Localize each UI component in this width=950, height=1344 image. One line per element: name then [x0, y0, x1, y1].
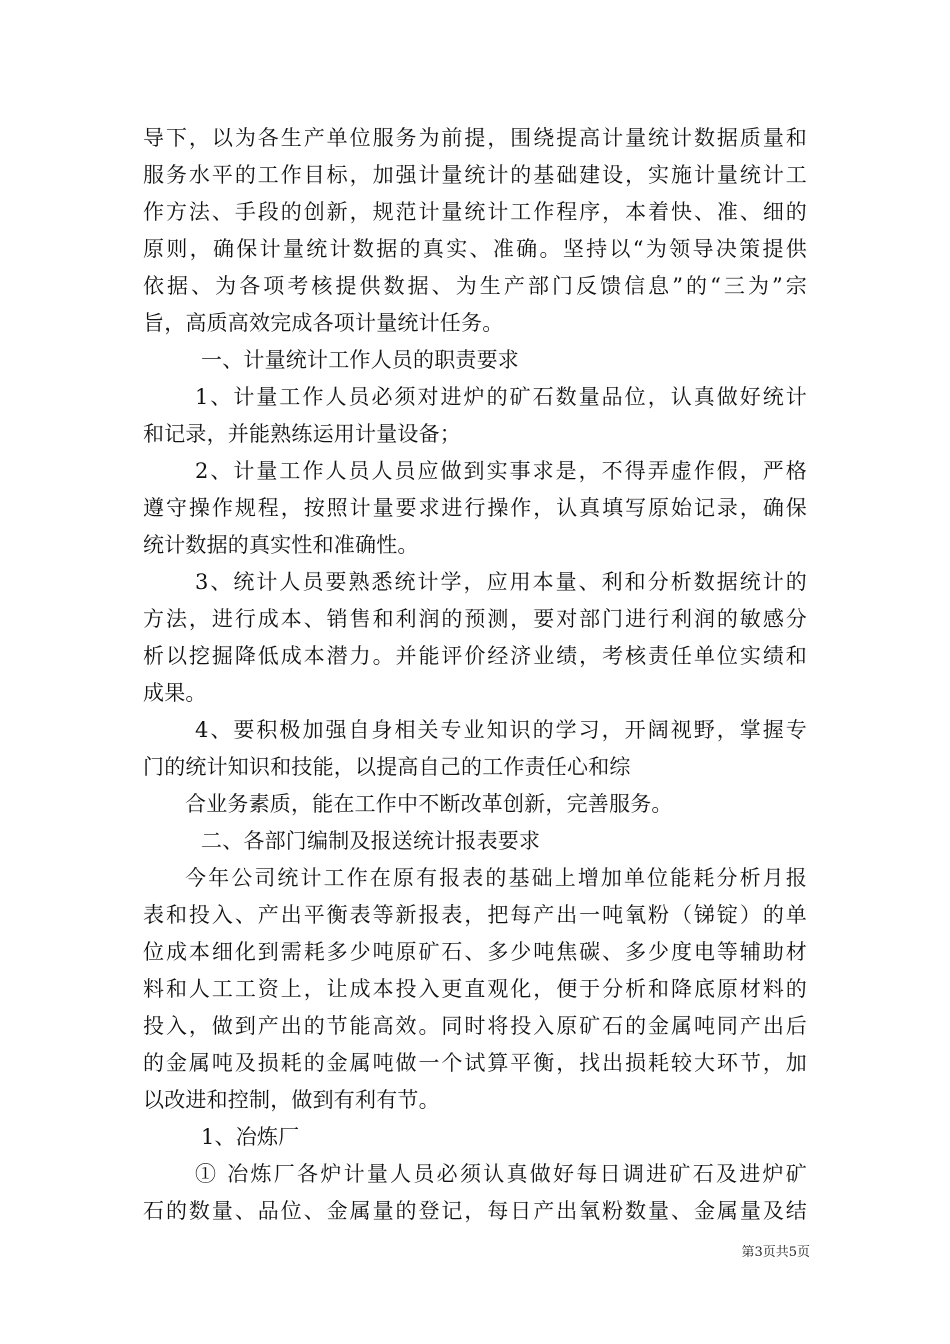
subsection-heading: 1、冶炼厂: [201, 1125, 300, 1149]
text-line: 门的统计知识和技能，以提高自己的工作责任心和综: [143, 755, 631, 779]
document-body: [143, 120, 807, 1230]
text-line: 3、统计人员要熟悉统计学，应用本量、利和分析数据统计的: [195, 570, 807, 594]
text-line: 方法，进行成本、销售和利润的预测，要对部门进行利润的敏感分: [143, 607, 807, 631]
text-line: 服务水平的工作目标，加强计量统计的基础建设，实施计量统计工: [143, 163, 807, 187]
text-line: 原则，确保计量统计数据的真实、准确。坚持以“为领导决策提供: [143, 237, 807, 261]
text-line: 成果。: [143, 681, 207, 705]
text-line: 今年公司统计工作在原有报表的基础上增加单位能耗分析月报: [185, 866, 807, 890]
text-line: 以改进和控制，做到有利有节。: [143, 1088, 440, 1112]
section-heading: 二、各部门编制及报送统计报表要求: [201, 829, 541, 853]
text-line: 统计数据的真实性和准确性。: [143, 533, 419, 557]
text-line: 析以挖掘降低成本潜力。并能评价经济业绩，考核责任单位实绩和: [143, 644, 807, 668]
text-line: 遵守操作规程，按照计量要求进行操作，认真填写原始记录，确保: [143, 496, 807, 520]
text-line: 1、计量工作人员必须对进炉的矿石数量品位，认真做好统计: [195, 385, 807, 409]
text-line: ① 冶炼厂各炉计量人员必须认真做好每日调进矿石及进炉矿: [195, 1162, 807, 1186]
text-line: 料和人工工资上，让成本投入更直观化，便于分析和降底原材料的: [143, 977, 807, 1001]
text-line: 位成本细化到需耗多少吨原矿石、多少吨焦碳、多少度电等辅助材: [143, 940, 807, 964]
text-line: 石的数量、品位、金属量的登记，每日产出氧粉数量、金属量及结: [143, 1199, 807, 1223]
text-line: 和记录，并能熟练运用计量设备；: [143, 422, 461, 446]
page-number-footer: 第3页共5页: [741, 1245, 810, 1260]
text-line: 旨，高质高效完成各项计量统计任务。: [143, 311, 504, 335]
text-line: 合业务素质，能在工作中不断改革创新，完善服务。: [185, 792, 673, 816]
text-line: 依据、为各项考核提供数据、为生产部门反馈信息”的“三为”宗: [143, 274, 807, 298]
text-line: 导下，以为各生产单位服务为前提，围绕提高计量统计数据质量和: [143, 126, 807, 150]
section-heading: 一、计量统计工作人员的职责要求: [201, 348, 519, 372]
text-line: 的金属吨及损耗的金属吨做一个试算平衡，找出损耗较大环节，加: [143, 1051, 807, 1075]
text-line: 表和投入、产出平衡表等新报表，把每产出一吨氧粉（锑锭）的单: [143, 903, 807, 927]
text-line: 2、计量工作人员人员应做到实事求是，不得弄虚作假，严格: [195, 459, 807, 483]
text-line: 作方法、手段的创新，规范计量统计工作程序，本着快、准、细的: [143, 200, 807, 224]
text-line: 4、要积极加强自身相关专业知识的学习，开阔视野，掌握专: [195, 718, 807, 742]
text-line: 投入，做到产出的节能高效。同时将投入原矿石的金属吨同产出后: [143, 1014, 807, 1038]
